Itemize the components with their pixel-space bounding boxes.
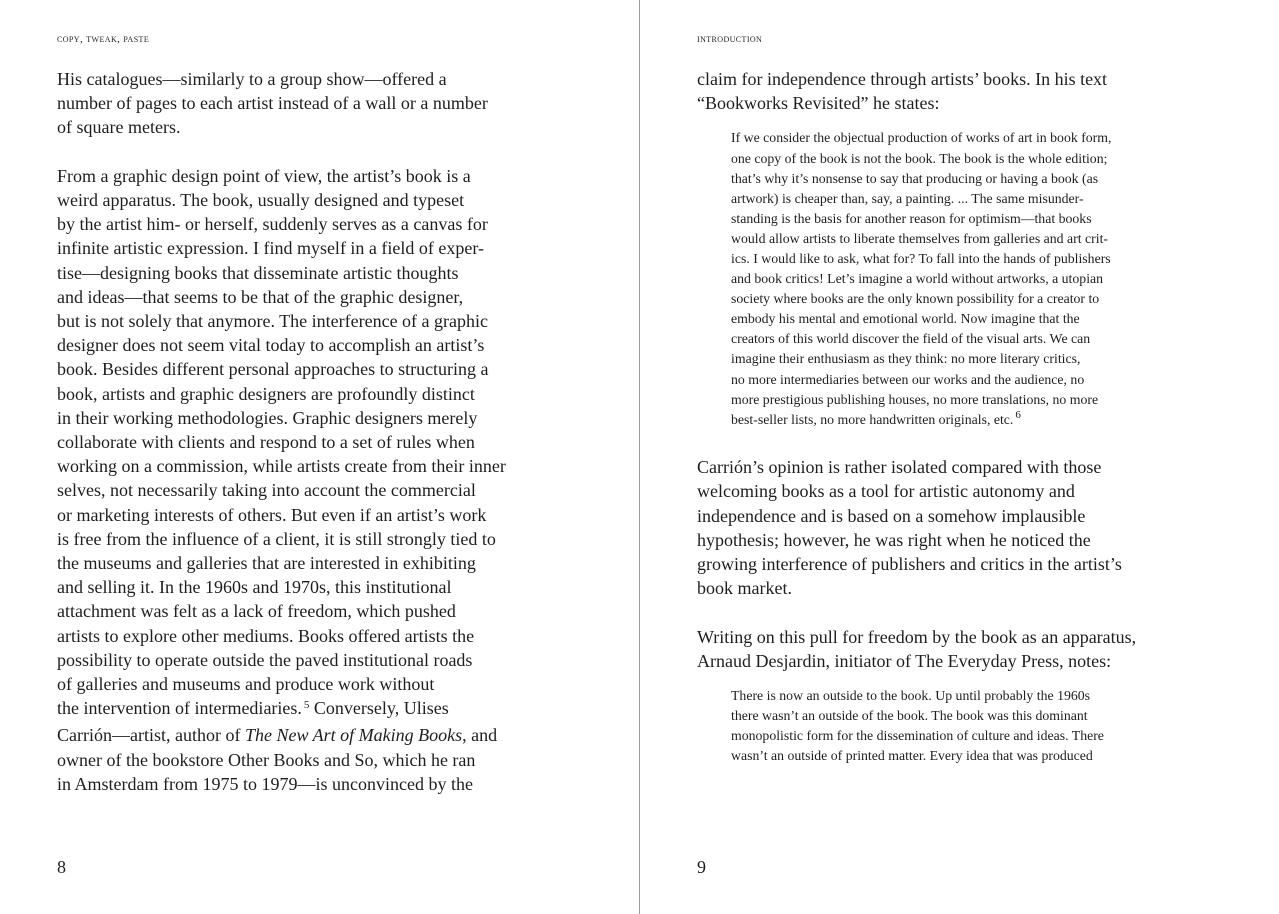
block-quote (731, 128, 1183, 430)
quote-line: one copy of the book is not the book. The book is the whole edition; (731, 150, 1108, 166)
text-line: infinite artistic expression. I find myself in a field of exper- (57, 238, 485, 259)
text-line: selves, not necessarily taking into account the commercial (57, 480, 476, 501)
text-line: welcoming books as a tool for artistic autonomy and (697, 481, 1075, 502)
text-fragment: Carrión—artist, author of (57, 725, 245, 746)
paragraph (57, 67, 547, 140)
quote-line: creators of this world discover the field of the visual arts. We can (731, 331, 1091, 347)
text-line: Arnaud Desjardin, initiator of The Everyday Press, notes: (697, 650, 1112, 671)
text-fragment: the intervention of intermediaries. (57, 698, 302, 719)
paragraph (57, 164, 547, 796)
text-line: tise—designing books that disseminate artistic thoughts (57, 262, 459, 283)
text-line: attachment was felt as a lack of freedom, which pushed (57, 601, 456, 622)
quote-line: and book critics! Let’s imagine a world without artworks, a utopian (731, 271, 1104, 287)
text-line: designer does not seem vital today to accomplish an artist’s (57, 335, 485, 356)
quote-line: would allow artists to liberate themselves from galleries and art crit- (731, 230, 1108, 246)
text-line: claim for independence through artists’ books. In his text (697, 69, 1108, 89)
text-line: “Bookworks Revisited” he states: (697, 93, 940, 114)
text-line: hypothesis; however, he was right when he noticed the (697, 529, 1091, 550)
quote-line: artwork) is cheaper than, say, a painting. ... The same misunder- (731, 190, 1084, 206)
text-line: collaborate with clients and respond to a set of rules when (57, 432, 475, 453)
text-line: Carrión’s opinion is rather isolated compared with those (697, 457, 1102, 478)
text-line: independence and is based on a somehow implausible (697, 505, 1086, 526)
text-line: but is not solely that anymore. The interference of a graphic (57, 311, 489, 332)
text-line: Writing on this pull for freedom by the book as an apparatus, (697, 626, 1137, 647)
text-line: by the artist him- or herself, suddenly serves as a canvas for (57, 214, 488, 235)
running-head-left: copy, tweak, paste (57, 33, 150, 45)
text-line-with-footnote (57, 696, 547, 723)
block-quote (731, 686, 1183, 766)
text-line: From a graphic design point of view, the artist’s book is a (57, 165, 471, 186)
text-line: and selling it. In the 1960s and 1970s, this institutional (57, 577, 452, 598)
text-line: owner of the bookstore Other Books and So, which he ran (57, 749, 476, 770)
quote-line: embody his mental and emotional world. Now imagine that the (731, 311, 1080, 327)
paragraph (697, 67, 1183, 115)
quote-line: monopolistic form for the dissemination of culture and ideas. There (731, 728, 1104, 744)
text-line: the museums and galleries that are interested in exhibiting (57, 553, 476, 574)
text-line: book market. (697, 578, 792, 599)
text-line: possibility to operate outside the paved institutional roads (57, 649, 473, 670)
text-fragment: , and (462, 725, 498, 746)
text-line: in their working methodologies. Graphic designers merely (57, 407, 478, 428)
quote-line: standing is the basis for another reason for optimism—that books (731, 210, 1092, 226)
quote-line: society where books are the only known possibility for a creator to (731, 291, 1100, 307)
quote-line: more prestigious publishing houses, no more translations, no more (731, 391, 1099, 407)
paragraph (697, 625, 1183, 673)
text-line: is free from the influence of a client, it is still strongly tied to (57, 528, 496, 549)
left-page (0, 0, 639, 914)
text-fragment: Conversely, Ulises (309, 698, 449, 719)
footnote-marker: 5 (303, 699, 310, 712)
page-number-right: 9 (697, 857, 706, 877)
right-page (640, 0, 1279, 914)
quote-line: If we consider the objectual production of works of art in book form, (731, 130, 1112, 146)
quote-line: wasn’t an outside of printed matter. Every idea that was produced (731, 748, 1093, 764)
text-line: book. Besides different personal approaches to structuring a (57, 359, 489, 380)
book-title: The New Art of Making Books (244, 725, 463, 746)
text-line: book, artists and graphic designers are profoundly distinct (57, 383, 475, 404)
text-line: and ideas—that seems to be that of the graphic designer, (57, 286, 464, 307)
right-body-text (697, 67, 1183, 791)
text-line: artists to explore other mediums. Books offered artists the (57, 625, 475, 646)
quote-line: there wasn’t an outside of the book. The book was this dominant (731, 708, 1088, 724)
quote-line: imagine their enthusiasm as they think: no more literary critics, (731, 351, 1081, 367)
text-line: weird apparatus. The book, usually designed and typeset (57, 190, 465, 210)
text-line: growing interference of publishers and critics in the artist’s (697, 554, 1122, 575)
quote-line: that’s why it’s nonsense to say that producing or having a book (as (731, 170, 1099, 186)
running-head-right: introduction (697, 33, 763, 45)
quote-line: ics. I would like to ask, what for? To fall into the hands of publishers (731, 250, 1111, 266)
quote-line: There is now an outside to the book. Up until probably the 1960s (731, 688, 1091, 704)
text-line-with-title (57, 723, 547, 747)
quote-line: no more intermediaries between our works and the audience, no (731, 371, 1085, 387)
text-line: of square meters. (57, 117, 181, 138)
text-line: or marketing interests of others. But even if an artist’s work (57, 504, 487, 525)
footnote-marker: 6 (1015, 408, 1021, 421)
text-line: working on a commission, while artists create from their inner (57, 456, 506, 477)
text-line: number of pages to each artist instead of a wall or a number (57, 93, 488, 114)
quote-line-with-footnote (731, 410, 1183, 431)
text-fragment: best-seller lists, no more handwritten originals, etc. (731, 411, 1014, 427)
paragraph (697, 455, 1183, 600)
text-line: of galleries and museums and produce work without (57, 674, 435, 695)
text-line: His catalogues—similarly to a group show—offered a (57, 69, 447, 89)
left-body-text (57, 67, 547, 796)
page-number-left: 8 (57, 857, 66, 877)
text-line: in Amsterdam from 1975 to 1979—is unconvinced by the (57, 773, 473, 794)
